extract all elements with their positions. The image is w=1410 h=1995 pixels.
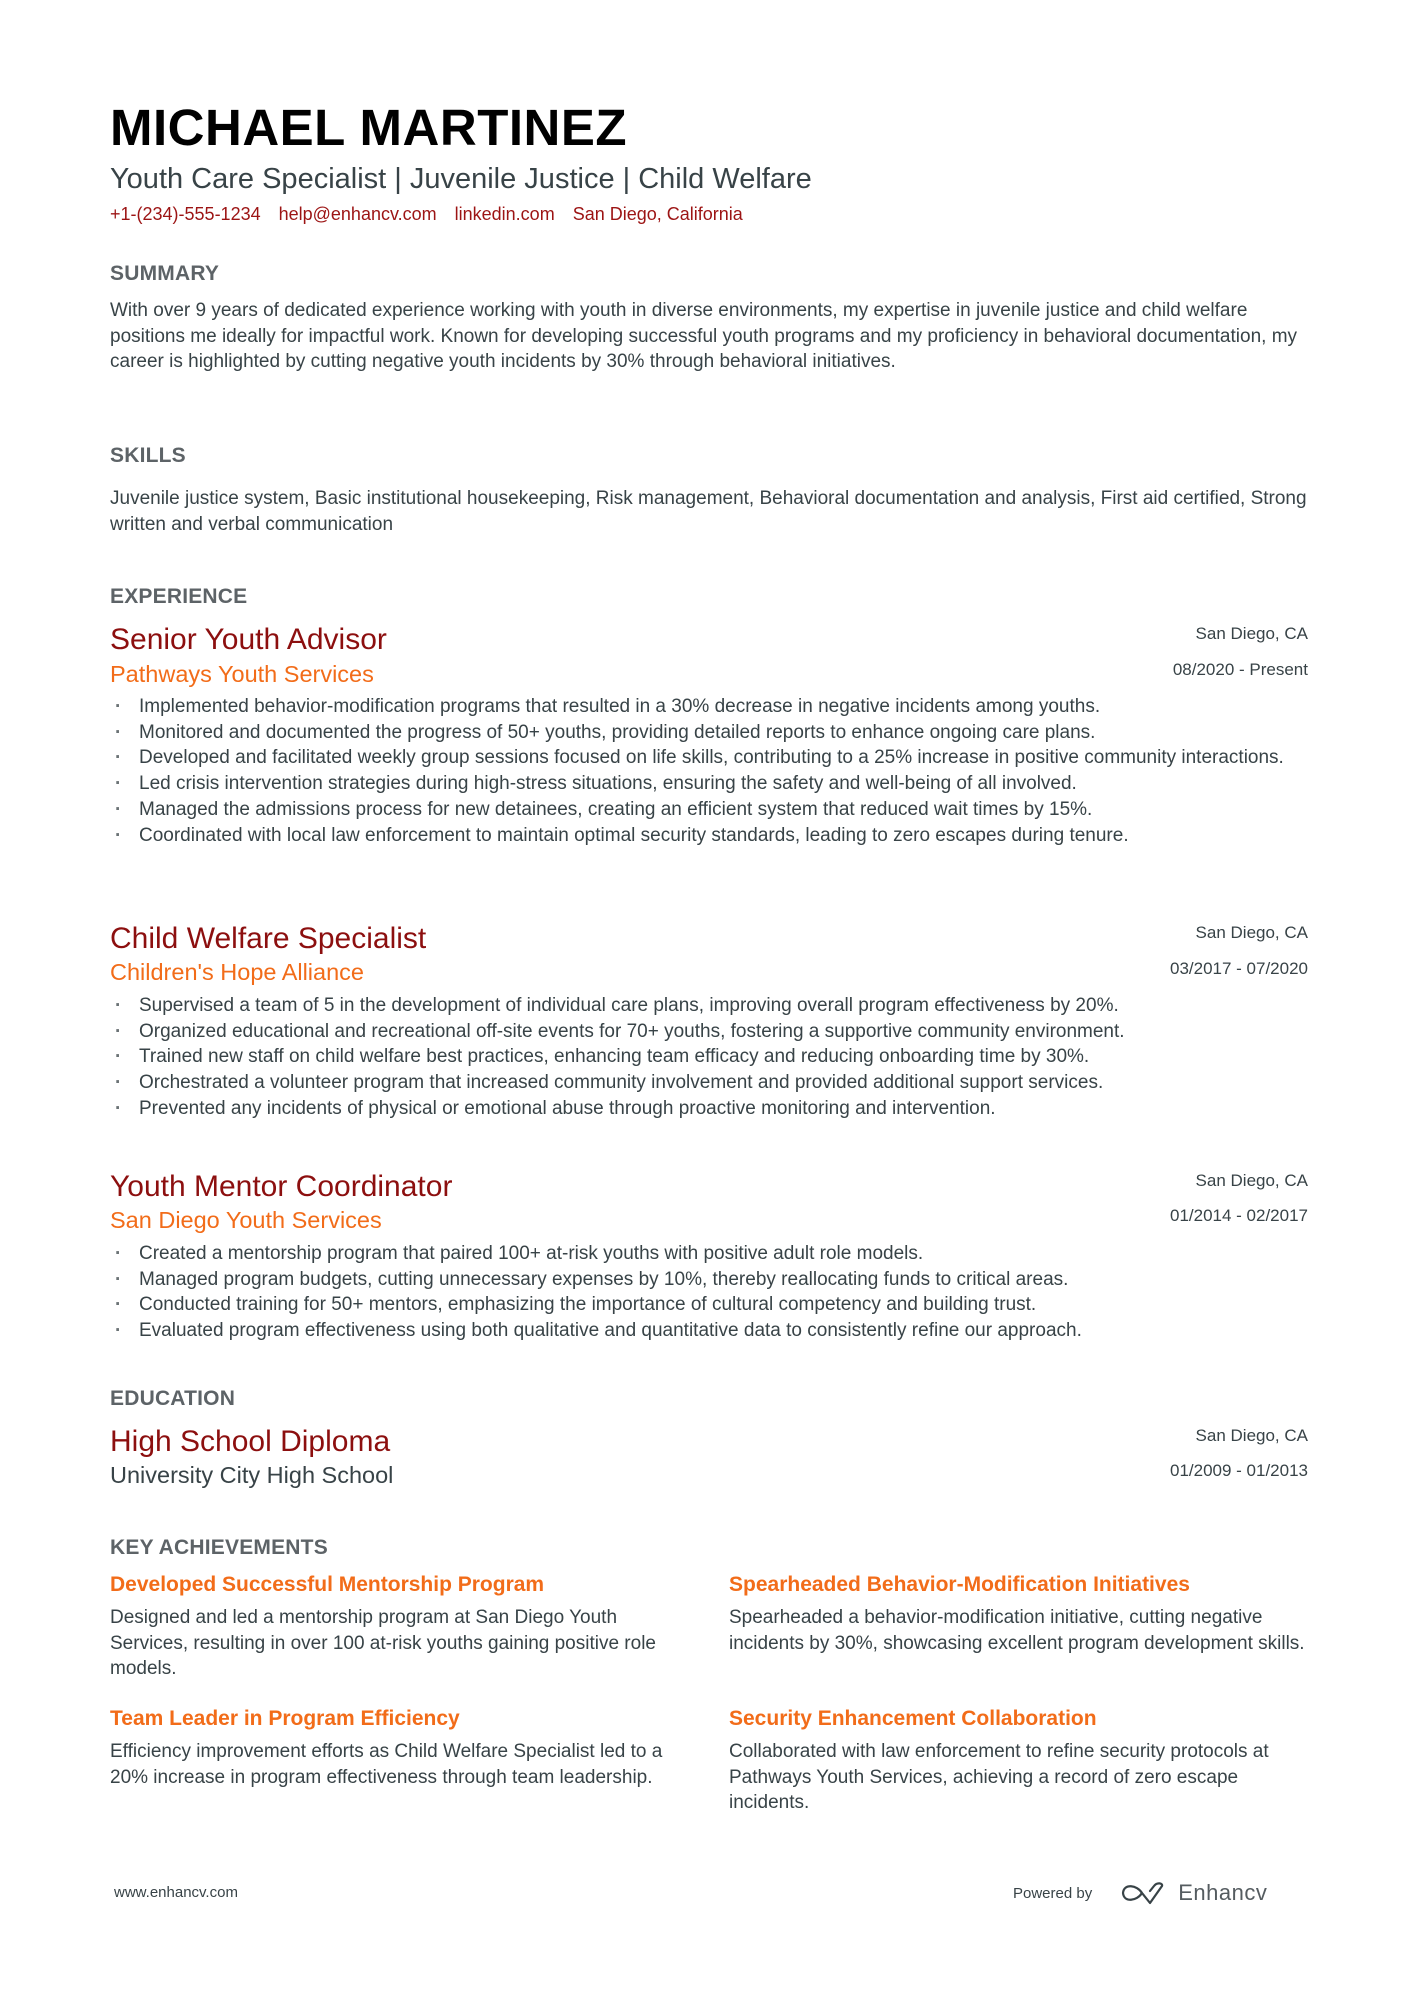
job-location: San Diego, CA [1195,1171,1308,1190]
education-location: San Diego, CA [1195,1426,1308,1445]
section-title-experience: EXPERIENCE [110,585,248,608]
location-text: San Diego, California [572,204,743,224]
achievement-title: Security Enhancement Collaboration [729,1707,1097,1730]
company-name: San Diego Youth Services [110,1207,382,1233]
bullet-item: · Trained new staff on child welfare best practices, enhancing team efficacy and reducing onboarding time by 30%. [110,1044,1320,1070]
achievement-description: Spearheaded a behavior-modification initiative, cutting negative incidents by 30%, showcasing excellent program development skills. [729,1607,1305,1654]
section-title-achievements: KEY ACHIEVEMENTS [110,1536,328,1559]
headline: Youth Care Specialist | Juvenile Justice | Child Welfare [110,163,812,195]
job-bullets [110,1241,1320,1344]
contact-bar [110,203,743,225]
bullet-item: · Led crisis intervention strategies during high-stress situations, ensuring the safety and well-being of all involved. [110,771,1320,797]
achievement-item [110,1572,710,1682]
job-title: Child Welfare Specialist [110,922,427,955]
bullet-item: · Implemented behavior-modification programs that resulted in a 30% decrease in negative incidents among youths. [110,694,1320,720]
achievement-description: Designed and led a mentorship program at San Diego Youth Services, resulting in over 100 at-risk youths gaining positive role models. [110,1607,656,1680]
bullet-item: · Orchestrated a volunteer program that increased community involvement and provided additional support services. [110,1070,1320,1096]
achievement-description: Collaborated with law enforcement to refine security protocols at Pathways Youth Services, achieving a record of zero escape incidents. [729,1741,1269,1814]
achievement-item [110,1706,710,1790]
candidate-name: MICHAEL MARTINEZ [110,99,628,156]
degree-title: High School Diploma [110,1425,391,1458]
bullet-item: · Managed the admissions process for new detainees, creating an efficient system that reduced wait times by 15%. [110,797,1320,823]
powered-by-label: Powered by [1013,1884,1093,1902]
achievement-item [729,1706,1329,1816]
achievement-title: Developed Successful Mentorship Program [110,1573,545,1596]
email-link[interactable]: help@enhancv.com [278,204,437,224]
job-dates: 08/2020 - Present [1172,660,1308,679]
linkedin-link[interactable]: linkedin.com [454,204,555,224]
job-dates: 03/2017 - 07/2020 [1169,959,1308,978]
company-name: Children's Hope Alliance [110,959,364,985]
bullet-item: · Conducted training for 50+ mentors, emphasizing the importance of cultural competency and building trust. [110,1292,1320,1318]
job-bullets [110,694,1320,848]
job-title: Youth Mentor Coordinator [110,1170,453,1203]
school-name: University City High School [110,1462,394,1488]
powered-by-badge[interactable] [1013,1880,1267,1906]
footer-website-link[interactable]: www.enhancv.com [114,1884,238,1901]
job-location: San Diego, CA [1195,624,1308,643]
section-title-education: EDUCATION [110,1387,236,1410]
bullet-item: · Developed and facilitated weekly group sessions focused on life skills, contributing to a 25% increase in positive community interactions. [110,745,1320,771]
job-location: San Diego, CA [1195,923,1308,942]
bullet-item: · Supervised a team of 5 in the development of individual care plans, improving overall program effectiveness by 20%. [110,993,1320,1019]
section-title-skills: SKILLS [110,444,186,467]
enhancv-logo-icon [1120,1880,1166,1906]
job-bullets [110,993,1320,1122]
bullet-item: · Coordinated with local law enforcement to maintain optimal security standards, leading to zero escapes during tenure. [110,823,1320,849]
bullet-item: · Created a mentorship program that paired 100+ at-risk youths with positive adult role models. [110,1241,1320,1267]
summary-text: With over 9 years of dedicated experience working with youth in diverse environments, my expertise in juvenile justice and child welfare positions me ideally for impactful work. Known for developing successful youth programs and my proficiency in behavioral documentation, my career is highlighted by cutting negative youth incidents by 30% through behavioral initiatives. [110,300,1298,373]
education-dates: 01/2009 - 01/2013 [1169,1461,1308,1480]
achievement-title: Team Leader in Program Efficiency [110,1707,460,1730]
achievement-title: Spearheaded Behavior-Modification Initiatives [729,1573,1190,1596]
achievement-item [729,1572,1329,1656]
section-title-summary: SUMMARY [110,262,220,285]
job-dates: 01/2014 - 02/2017 [1169,1206,1308,1225]
achievement-description: Efficiency improvement efforts as Child Welfare Specialist led to a 20% increase in program effectiveness through team leadership. [110,1741,663,1788]
skills-text: Juvenile justice system, Basic institutional housekeeping, Risk management, Behavioral documentation and analysis, First aid certified, Strong written and verbal communication [110,488,1307,535]
company-name: Pathways Youth Services [110,661,374,687]
brand-name: Enhancv [1178,1880,1268,1905]
bullet-item: · Organized educational and recreational off-site events for 70+ youths, fostering a supportive community environment. [110,1019,1320,1045]
phone-link[interactable]: +1-(234)-555-1234 [110,204,261,224]
bullet-item: · Monitored and documented the progress of 50+ youths, providing detailed reports to enhance ongoing care plans. [110,720,1320,746]
job-title: Senior Youth Advisor [110,623,387,656]
bullet-item: · Managed program budgets, cutting unnecessary expenses by 10%, thereby reallocating funds to critical areas. [110,1267,1320,1293]
bullet-item: · Prevented any incidents of physical or emotional abuse through proactive monitoring and intervention. [110,1096,1320,1122]
bullet-item: · Evaluated program effectiveness using both qualitative and quantitative data to consistently refine our approach. [110,1318,1320,1344]
